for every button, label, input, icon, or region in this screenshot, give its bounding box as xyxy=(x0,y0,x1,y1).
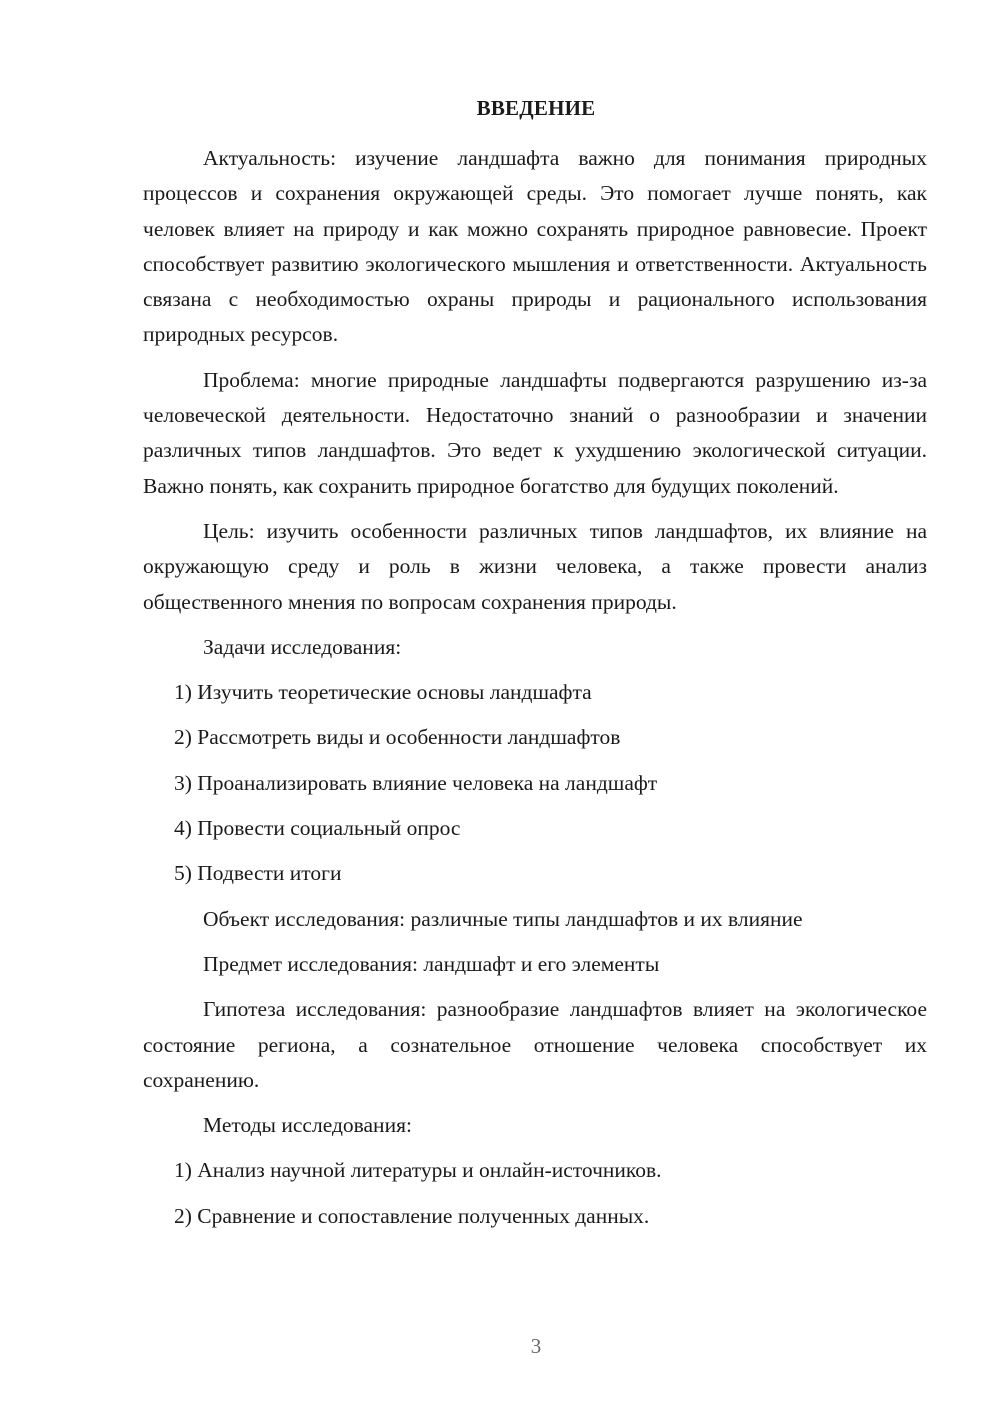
research-object: Объект исследования: различные типы ландшафтов и их влияние xyxy=(203,906,803,931)
task-item: 5) Подвести итоги xyxy=(174,861,342,886)
methods-section xyxy=(143,1108,927,1234)
page-number: 3 xyxy=(530,1334,542,1358)
task-item: 2) Рассмотреть виды и особенности ландшафтов xyxy=(174,725,621,750)
tasks-section xyxy=(143,630,927,982)
hypothesis-paragraph: Гипотеза исследования: разнообразие ландшафтов влияет на экологическое состояние региона, а сознательное отношение человека способствует их сохранению. xyxy=(143,997,927,1092)
method-item: 1) Анализ научной литературы и онлайн-источников. xyxy=(174,1158,662,1183)
tasks-title: Задачи исследования: xyxy=(203,634,402,659)
body-text xyxy=(143,141,927,1234)
research-subject: Предмет исследования: ландшафт и его элементы xyxy=(203,951,660,976)
section-heading: ВВЕДЕНИЕ xyxy=(476,96,596,120)
relevance-paragraph: Актуальность: изучение ландшафта важно для понимания природных процессов и сохранения окружающей среды. Это помогает лучше понять, как человек влияет на природу и как можно сохранять природное равновесие. Проект способствует развитию экологического мышления и ответственности. Актуальность связана с необходимостью охраны природы и рационального использования природных ресурсов. xyxy=(143,146,927,347)
methods-title: Методы исследования: xyxy=(203,1113,412,1138)
task-item: 4) Провести социальный опрос xyxy=(174,816,461,841)
task-item: 3) Проанализировать влияние человека на ландшафт xyxy=(174,770,658,795)
problem-paragraph: Проблема: многие природные ландшафты подвергаются разрушению из-за человеческой деятельности. Недостаточно знаний о разнообразии и значении различных типов ландшафтов. Это ведет к ухудшению экологической ситуации. Важно понять, как сохранить природное богатство для будущих поколений. xyxy=(143,367,927,498)
task-item: 1) Изучить теоретические основы ландшафта xyxy=(174,680,592,705)
method-item: 2) Сравнение и сопоставление полученных данных. xyxy=(174,1203,650,1228)
goal-paragraph: Цель: изучить особенности различных типов ландшафтов, их влияние на окружающую среду и роль в жизни человека, а также провести анализ общественного мнения по вопросам сохранения природы. xyxy=(143,518,927,614)
